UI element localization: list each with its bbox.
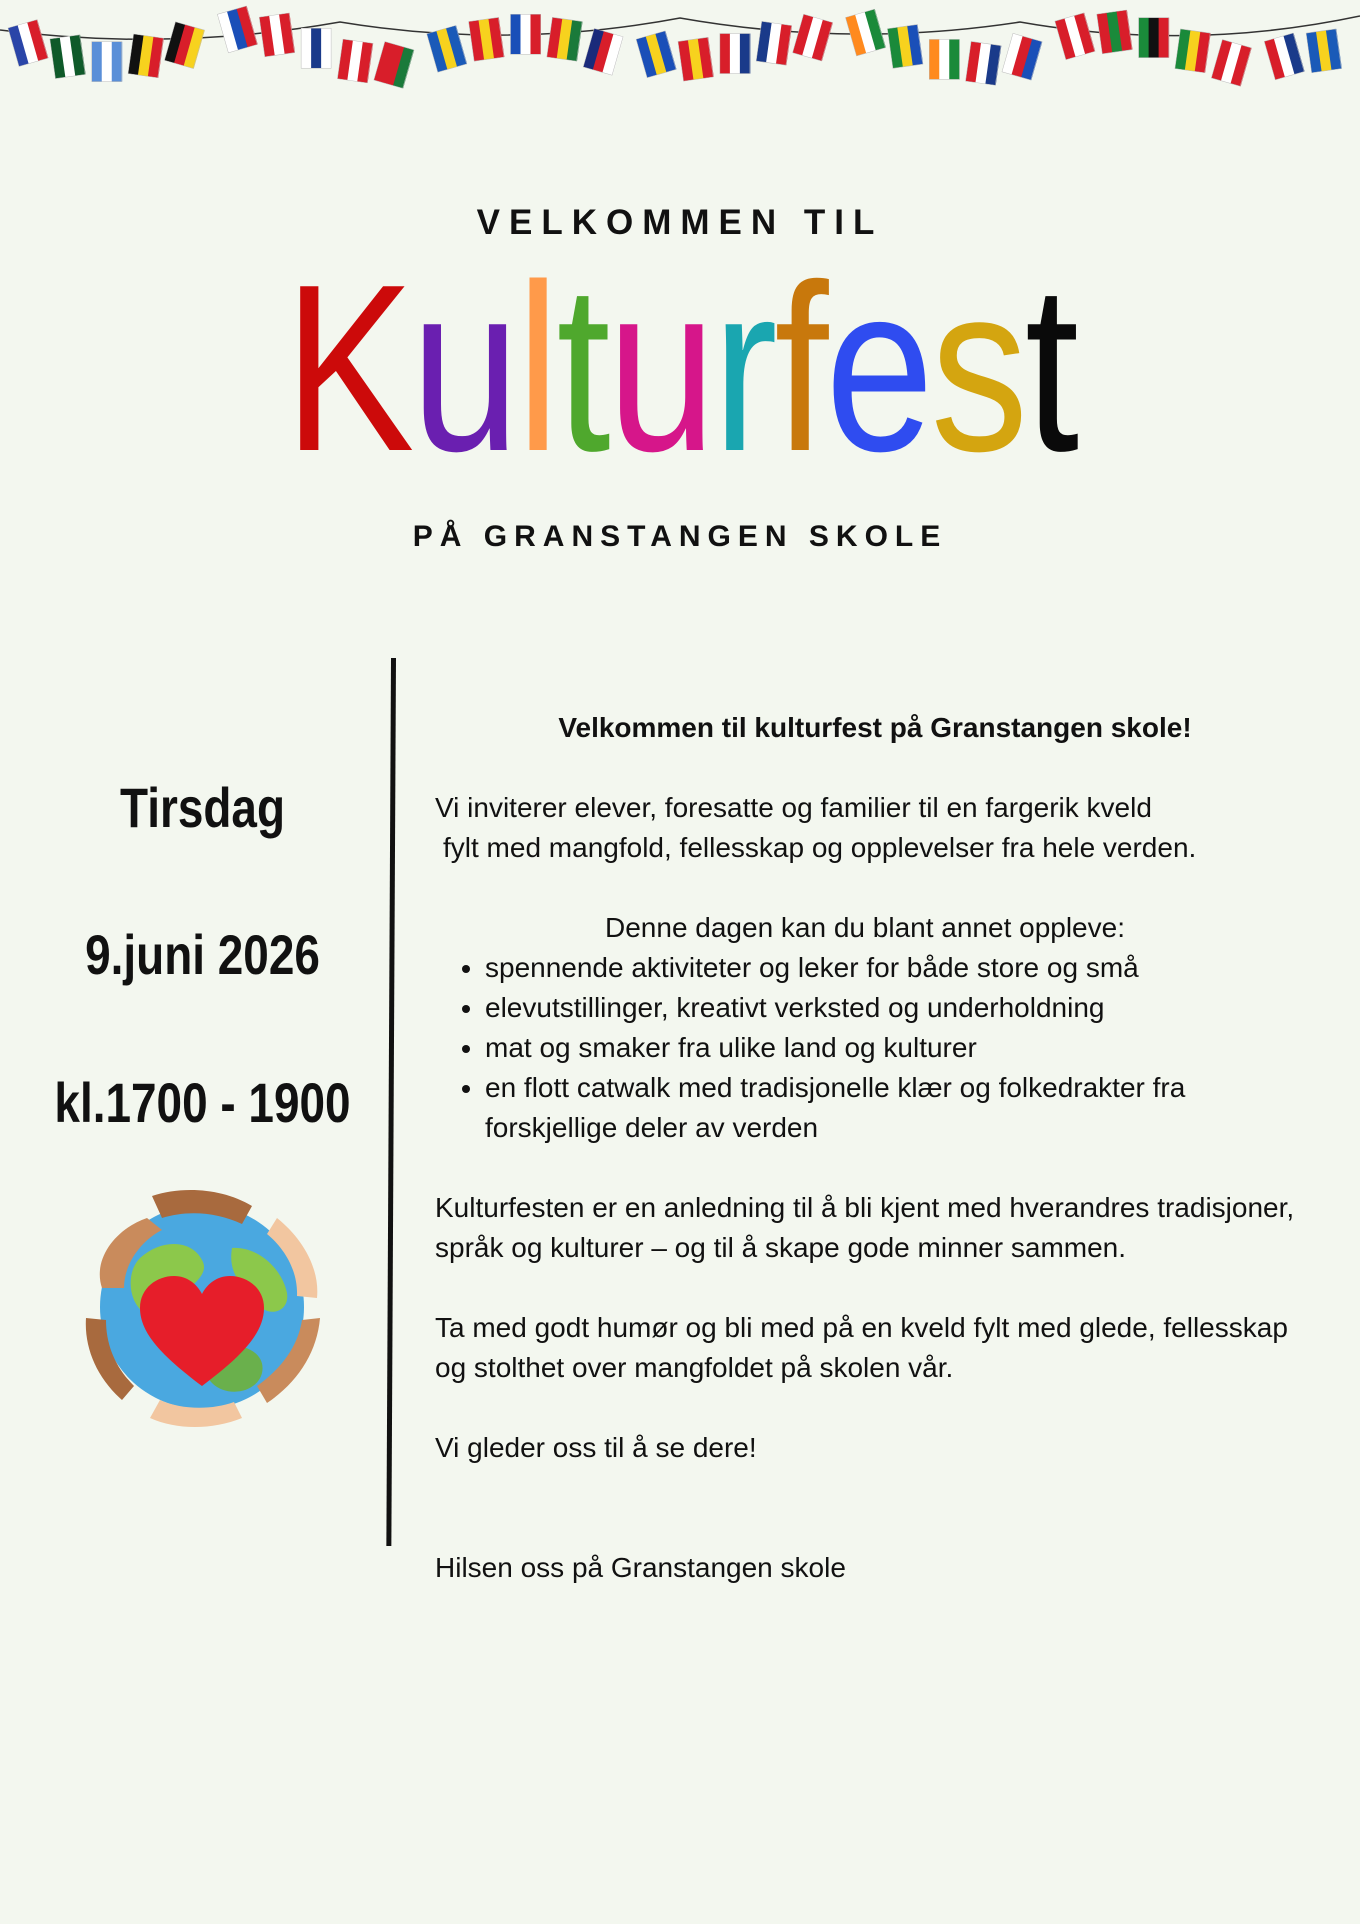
title-letter: t [556, 236, 608, 501]
flag-icon [217, 6, 257, 53]
flag-icon [164, 22, 204, 69]
location-heading: PÅ GRANSTANGEN SKOLE [412, 520, 948, 553]
welcome-heading: VELKOMMEN TIL [476, 203, 884, 242]
flag-icon [678, 37, 714, 81]
flag-icon [1097, 10, 1133, 54]
title-letter: e [825, 236, 931, 501]
flag-icon [8, 20, 48, 67]
signoff: Hilsen oss på Granstangen skole [435, 1552, 846, 1583]
title-letter: r [712, 236, 775, 501]
title-letter: t [1024, 236, 1076, 501]
flag-icon [929, 39, 960, 79]
flag-icon [50, 35, 86, 79]
flag-icon [374, 42, 414, 89]
event-time: kl.1700 - 1900 [54, 1071, 351, 1134]
vertical-divider [386, 658, 396, 1546]
paragraph-join: Ta med godt humør og bli med på en kveld fylt med glede, fellesskap og stolthet over mangfoldet på skolen vår. [435, 1312, 1288, 1383]
list-item: • mat og smaker fra ulike land og kulturer [485, 1028, 1295, 1068]
flag-icon [92, 42, 123, 82]
flag-icon [1264, 33, 1304, 80]
title-letter: u [411, 236, 517, 501]
flag-icon [720, 34, 751, 74]
flag-icon [1055, 13, 1095, 60]
flag-icon [756, 21, 792, 65]
title-letter: s [930, 236, 1025, 501]
title-letter: K [284, 236, 412, 501]
title-letter: u [607, 236, 713, 501]
flag-icon [846, 9, 886, 56]
flag-icon [259, 13, 295, 57]
flag-icon [1175, 29, 1211, 73]
globe-hands-heart-icon [62, 1168, 342, 1446]
flag-icon [583, 28, 623, 75]
flag-icon [547, 17, 583, 61]
flag-bunting [0, 0, 1360, 110]
title-letter: f [774, 236, 826, 501]
flag-icon [511, 14, 542, 54]
intro-line-2: fylt med mangfold, fellesskap og opplevelser fra hele verden. [443, 832, 1197, 863]
flag-icon [337, 39, 373, 83]
paragraph-closing: Vi gleder oss til å se dere! [435, 1432, 757, 1463]
activity-list-intro: Denne dagen kan du blant annet oppleve: [605, 912, 1125, 943]
activity-list [435, 948, 1295, 1148]
paragraph-traditions: Kulturfesten er en anledning til å bli kjent med hverandres tradisjoner, språk og kulturer – og til å skape gode minner sammen. [435, 1192, 1295, 1263]
flag-icon [427, 25, 467, 72]
list-item: • spennende aktiviteter og leker for både store og små [485, 948, 1295, 988]
event-title [122, 236, 1237, 501]
flag-icon [1002, 33, 1042, 80]
flag-icon [1211, 40, 1251, 87]
flag-icon [966, 41, 1002, 85]
flag-icon [301, 28, 332, 68]
flag-icon [469, 17, 505, 61]
flag-icon [128, 34, 164, 78]
flag-icon [1306, 29, 1342, 73]
list-item: • en flott catwalk med tradisjonelle klær og folkedrakter fra forskjellige deler av verden [485, 1068, 1295, 1148]
event-day: Tirsdag [119, 776, 286, 839]
flag-icon [1139, 18, 1170, 58]
title-letter: l [516, 236, 557, 501]
event-date: 9.juni 2026 [85, 923, 320, 986]
list-item: • elevutstillinger, kreativt verksted og underholdning [485, 988, 1295, 1028]
flag-icon [636, 31, 676, 78]
invitation-heading: Velkommen til kulturfest på Granstangen skole! [558, 712, 1192, 743]
invitation-text [435, 708, 1295, 1588]
intro-line-1: Vi inviterer elever, foresatte og familier til en fargerik kveld [435, 792, 1152, 823]
flag-icon [793, 14, 833, 61]
flag-icon [887, 24, 923, 68]
